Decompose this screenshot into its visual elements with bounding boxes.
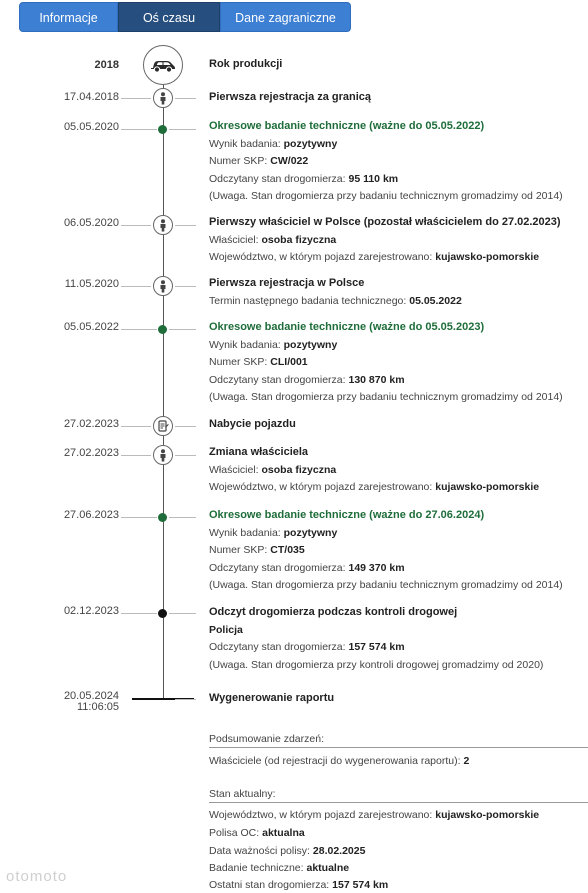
event-report-generated (209, 690, 588, 708)
detail-note: (Uwaga. Stan drogomierza przy badaniu technicznym gromadzimy od 2014) (209, 579, 563, 591)
detail-voivodeship: Województwo, w którym pojazd zarejestrowano: kujawsko-pomorskie (209, 481, 540, 493)
current-odometer: Ostatni stan drogomierza: 157 574 km (209, 879, 389, 891)
tab-os-czasu[interactable]: Oś czasu (118, 2, 220, 32)
event-date: 2018 (94, 59, 119, 71)
event-date: 05.05.2022 (63, 321, 119, 333)
event-owner-change (209, 444, 588, 497)
event-first-owner-poland (209, 214, 588, 267)
event-inspection-2023 (209, 507, 588, 595)
detail-police: Policja (209, 623, 243, 636)
event-title: Pierwsza rejestracja za granicą (209, 91, 372, 103)
person-icon (153, 88, 173, 108)
event-title: Okresowe badanie techniczne (ważne do 27.06.2024) (209, 509, 485, 521)
detail-owner: Właściciel: osoba fizyczna (209, 463, 337, 476)
event-date: 17.04.2018 (63, 91, 119, 103)
tab-dane-zagraniczne[interactable]: Dane zagraniczne (220, 2, 351, 32)
current-voivodeship: Województwo, w którym pojazd zarejestrowano: kujawsko-pomorskie (209, 809, 540, 821)
detail-note: (Uwaga. Stan drogomierza przy badaniu technicznym gromadzimy od 2014) (209, 190, 563, 202)
detail-odometer: Odczytany stan drogomierza: 130 870 km (209, 373, 405, 386)
detail-odometer: Odczytany stan drogomierza: 157 574 km (209, 641, 405, 653)
current-divider (209, 802, 588, 803)
event-date: 06.05.2020 (63, 217, 119, 229)
event-title: Odczyt drogomierza podczas kontroli drogowej (209, 606, 458, 618)
event-date: 27.06.2023 (63, 509, 119, 521)
detail-skp: Numer SKP: CLI/001 (209, 356, 308, 368)
car-icon (143, 45, 183, 85)
detail-note: (Uwaga. Stan drogomierza przy kontroli drogowej gromadzimy od 2020) (209, 658, 544, 671)
detail-result: Wynik badania: pozytywny (209, 137, 338, 150)
event-first-registration-poland (209, 275, 588, 310)
event-date: 11.05.2020 (64, 278, 119, 290)
tab-informacje[interactable]: Informacje (19, 2, 118, 32)
tab-bar (19, 2, 351, 32)
detail-next-inspection: Termin następnego badania technicznego: 05.05.2022 (209, 294, 462, 307)
event-date: 27.02.2023 (63, 418, 119, 430)
report-time: 11:06:05 (76, 701, 119, 713)
current-policy-expiry: Data ważności polisy: 28.02.2025 (209, 845, 366, 857)
detail-result: Wynik badania: pozytywny (209, 338, 338, 351)
person-icon (153, 276, 173, 296)
event-date: 05.05.2020 (63, 121, 119, 133)
detail-odometer: Odczytany stan drogomierza: 95 110 km (209, 172, 399, 185)
event-date: 02.12.2023 (63, 605, 119, 617)
current-oc-policy: Polisa OC: aktualna (209, 827, 305, 839)
event-vehicle-acquisition (209, 416, 588, 434)
summary-owners: Właściciele (od rejestracji do wygenerowania raportu): 2 (209, 755, 470, 767)
event-title: Rok produkcji (209, 58, 283, 70)
event-title: Okresowe badanie techniczne (ważne do 05.05.2023) (209, 321, 485, 333)
detail-skp: Numer SKP: CW/022 (209, 155, 309, 167)
document-icon (153, 416, 173, 436)
event-inspection-2020 (209, 118, 588, 206)
event-title: Wygenerowanie raportu (209, 692, 335, 704)
event-title: Pierwsza rejestracja w Polsce (209, 277, 365, 289)
current-inspection: Badanie techniczne: aktualne (209, 862, 350, 874)
inspection-dot-icon (158, 513, 167, 522)
event-title: Okresowe badanie techniczne (ważne do 05.05.2022) (209, 120, 485, 132)
event-first-registration-abroad (209, 89, 588, 107)
event-inspection-2022 (209, 319, 588, 407)
event-title: Nabycie pojazdu (209, 418, 296, 430)
event-title: Zmiana właściciela (209, 446, 309, 458)
timeline-axis (163, 79, 164, 699)
road-check-dot-icon (158, 609, 167, 618)
summary-divider (209, 747, 588, 748)
person-icon (153, 445, 173, 465)
detail-voivodeship: Województwo, w którym pojazd zarejestrowano: kujawsko-pomorskie (209, 251, 540, 263)
inspection-dot-icon (158, 125, 167, 134)
event-title: Pierwszy właściciel w Polsce (pozostał właścicielem do 27.02.2023) (209, 216, 561, 228)
detail-owner: Właściciel: osoba fizyczna (209, 233, 337, 246)
summary-heading: Podsumowanie zdarzeń: (209, 733, 324, 745)
inspection-dot-icon (158, 325, 167, 334)
report-date: 20.05.2024 (63, 690, 119, 702)
current-heading: Stan aktualny: (209, 788, 276, 800)
event-production (209, 56, 588, 74)
detail-odometer: Odczytany stan drogomierza: 149 370 km (209, 561, 405, 574)
detail-skp: Numer SKP: CT/035 (209, 544, 305, 556)
detail-note: (Uwaga. Stan drogomierza przy badaniu technicznym gromadzimy od 2014) (209, 391, 563, 403)
person-icon (153, 215, 173, 235)
otomoto-watermark: otomoto (6, 868, 68, 885)
event-date: 27.02.2023 (63, 447, 119, 459)
detail-result: Wynik badania: pozytywny (209, 526, 338, 539)
event-road-check (209, 604, 588, 674)
